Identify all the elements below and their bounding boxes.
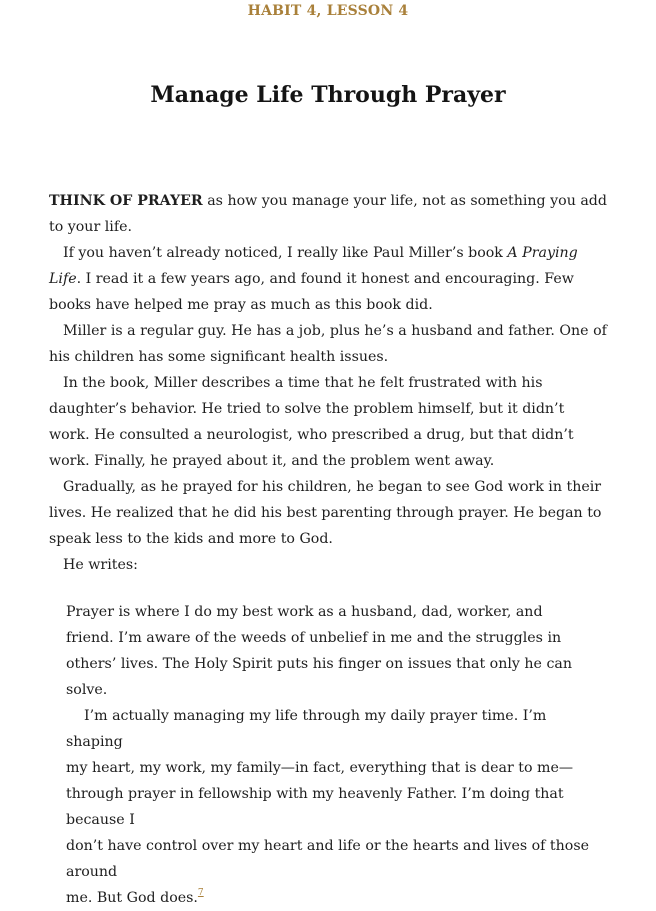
lead-in-text: THINK OF PRAYER [49, 193, 203, 209]
paragraph-daughter-story: In the book, Miller describes a time that he felt frustrated with his daughter’s behavior. He tried to solve the problem himself, but it didn’t work. He consulted a neurologist, who prescribed a drug, but that didn’t work. Finally, he prayed about it, and the problem went away. [49, 375, 574, 469]
paragraph-miller-intro: Miller is a regular guy. He has a job, plus he’s a husband and father. One of his children has some significant health issues. [49, 323, 607, 365]
chapter-kicker: HABIT 4, LESSON 4 [247, 3, 409, 19]
footnote-link[interactable]: 7 [197, 888, 204, 898]
quote-paragraph-2 [66, 703, 594, 911]
page-title: Manage Life Through Prayer [150, 82, 506, 108]
body-text [49, 188, 609, 911]
intro-paragraph [49, 188, 609, 240]
quote-line: I’m actually managing my life through my daily prayer time. I’m shaping [66, 708, 547, 750]
paragraph-he-writes: He writes: [63, 557, 138, 573]
paragraph-text: . I read it a few years ago, and found it honest and encouraging. Few books have helped me pray as much as this book did. [49, 271, 574, 313]
paragraph-book-mention [49, 240, 609, 318]
paragraph-parenting: Gradually, as he prayed for his children, he began to see God work in their lives. He realized that he did his best parenting through prayer. He began to speak less to the kids and more to God. [49, 479, 602, 547]
quote-paragraph-1: Prayer is where I do my best work as a husband, dad, worker, and friend. I’m aware of the weeds of unbelief in me and the struggles in others’ lives. The Holy Spirit puts his finger on issues that only he can solve. [66, 604, 572, 698]
quote-line: me. But God does. [66, 890, 198, 906]
intro-text: as how you manage your life, not as something you add to your life. [49, 193, 607, 235]
quote-line: my heart, my work, my family—in fact, everything that is dear to me— [66, 760, 574, 776]
book-title: A Praying Life [49, 245, 578, 287]
quote-line: through prayer in fellowship with my heavenly Father. I’m doing that because I [66, 786, 564, 828]
quote-line: don’t have control over my heart and life or the hearts and lives of those around [66, 838, 589, 880]
paragraph-text: If you haven’t already noticed, I really like Paul Miller’s book [63, 245, 508, 261]
block-quote [66, 599, 594, 911]
